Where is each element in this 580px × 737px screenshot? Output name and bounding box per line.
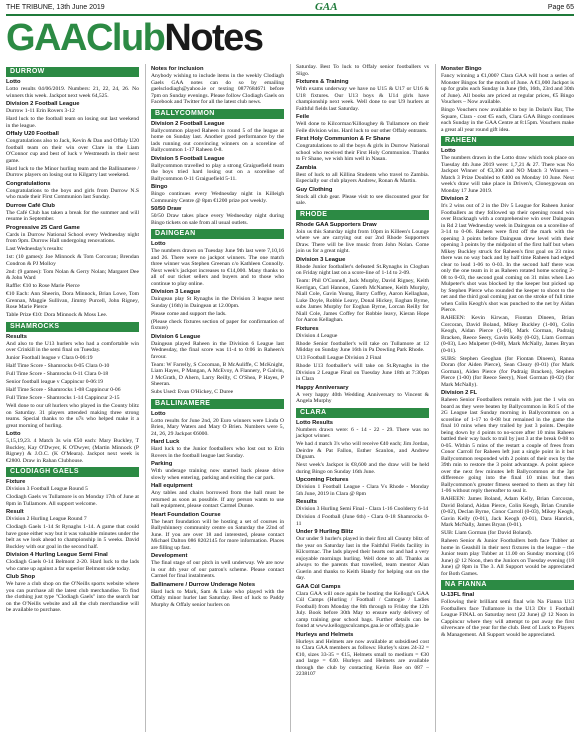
club-heading: SHAMROCKS [6, 322, 139, 332]
paragraph: Bingo Vouchers now available to buy in Dolan's Bar, The Square, Clara - cost €5 each, Clara GAA Bingo continues each Sunday in the GAA Centre at 8:15pm. Vouchers make a great all year round gift idea. [441, 107, 574, 133]
paragraph: Half Time Score - Shamrocks 1-08 Cappincur 0-06 [6, 387, 121, 393]
subheading: Result [6, 509, 24, 515]
paragraph: The heart foundation will be hosting a set of courses in Ballyshinnery community centre on Saturday the 22nd of June. If you are over 18 and interested, please contact Michael Dalton 086 8202145 for more information. Places are filling up fast. [151, 518, 284, 551]
paragraph: Daingean play St Rynaghs in the Division 3 league next Sunday (16th) in Daingean at 12.00pm. [151, 296, 284, 309]
subheading: Fixtures & Training [296, 79, 349, 85]
paragraph: Numbers drawn were: 6 - 14 - 22 - 29. There was no jackpot winner. [296, 426, 429, 439]
paragraph: 50/50 Draw takes place every Wednesday night during Bingo tickets on sale from all usual outlets. [151, 213, 284, 226]
page-header [6, 0, 574, 16]
paragraph: Team: W Farrelly, S Cocoman, B McAuliffe, C McKnight, Liam Hayes, P Mangan, A McEvoy, A Flannery, P Galvin, J McGrath, D Ahern, Larry Reilly, C O'Shea, P Hayes, P Sheeran. [151, 361, 284, 387]
paragraph: Congratulations also to Jack, Kevin & Dan and Offaly U20 football team on their win over Clare in the Liam O'Connor cup and best of luck v Westmeath in their next game. [6, 138, 139, 164]
subheading: Offaly U20 Football [6, 131, 59, 137]
paragraph: We had 4 match 3's who will receive €40 each; Jim Jordan, Deirdre & Pat Fallon, Esther Scanlon, and Andrew Dignam. [296, 441, 429, 460]
paragraph: Hard luck to Mark, Sam & Luke who played with the Offaly minor hurler last Saturday. Best of luck to Paddy Murphy & Offaly senior hurlers on [151, 588, 284, 608]
subheading: Lotto [6, 79, 21, 85]
paragraph: Bingo continues every Wednesday night in Killeigh Community Centre @ 8pm €1200 prize pot weekly. [151, 191, 284, 204]
column-1 [6, 64, 139, 732]
paragraph: It's 2 wins out of 2 in the Div 5 League for Raheen Junior Footballers as they followed up their opening round win over Bracknagh with a comprehensive win over Daingean in Rd 2 last Wednesday week in Daingean on a scoreline of 3-14 to 0-06. Raheen were first off the mark with the opening 3 points before Daingean drew level with their opening 3 points by the midpoint of the first half but when Mikey Buckley struck for Raheen's first goal on 23 mins there was no way back and by half time Raheen had edged clear to lead 1-06 to 0-03. In the second half there was only the one team in it as Raheen rotated home scoring 2-08 to 0-03, the second goal coming on 31 mins when Leo Mulpeter's shot was blocked by the keeper but picked up by Stephen Pierce who rounded the keeper to shoot to the net and the third goal coming just on the stroke of full time when Colin Keogh's shot was punched to the net by Aidan Pierce. [441, 203, 574, 313]
subheading: Division 2 FL [441, 390, 478, 396]
paragraph: RAHEEN: Kevin Kirwan, Fiontan Dineen, Brian Corcoran, David Boland, Mikey Buckley (1-00), Colin Keogh, Aidan Pierce (1-00), Mark Gorman, Padraig Bracken, Reece Seery, Gavin Kelly (0-02), Liam Gorman (0-03), Leo Mulpeter (0-08), Mark McNally, James Bryan (0-01). [441, 315, 574, 354]
paragraph: Raheen Senior Footballers remain with just the 1 win on board as they were beaten by Ballycommon in Rd 5 of the 2G League last Sunday morning in Ballycommon on a scoreline of 1-17 to 0-08 but remained in the game the final 10 mins when they trailed by just 3 points. Despite being down by 4 points to no-score after 10 mins Raheen battled their way back to trail by just 3 at the break 0-08 to 0-05. Within 5 mins of the restart a couple of frees from Conor Carroll for Raheen left just a single point in it but Ballycommon responded with 2 points of their own by the 39th min to restore the 3 point advantage. A point apiece over the next few minutes left Ballycommon at the 3pt difference going into the final 10 mins but then Ballycommon's greater fitness seemed to them as they hit 1-06 without reply thereafter to seal it. [441, 397, 574, 494]
paragraph: Junior Football league v Clara 0-06:19 [6, 355, 93, 361]
paragraph: Daingean played Raheen in the Division 6 League last Wednesday, the final score was 11-4 to 0:06 in Raheen's favour. [151, 340, 284, 360]
paragraph: Clodiagh Gaels vs Tullamore is on Monday 17th of June at 8pm in Tullamore. All support welcome. [6, 494, 139, 507]
paragraph: Division 3 Football League Round 5 [6, 486, 88, 492]
paragraph: Fancy winning a €1,000? Clara GAA will host a series of Monster Bingos for the month of June. A €1,000 Jackpot is up for grabs each Sunday in June (9th, 16th, 23rd and 30th of June). All books are priced at regular prices, €5 Bingo Vouchers – Now available. [441, 73, 574, 105]
subheading: Division 3 League [151, 289, 201, 295]
subheading: Club Shop [6, 574, 35, 580]
subheading: Division 5 Football League [151, 155, 225, 162]
paragraph: SUB: Liam Gorman (for David Boland). [441, 530, 533, 536]
subheading: Division 2 Football League [151, 120, 225, 127]
subheading: Lotto [151, 241, 166, 247]
section-masthead [6, 17, 262, 57]
paragraph: Division 2 Hurling League Round 7 [6, 516, 87, 522]
paragraph: We have a club shop on the O'Neills sports website where you can purchase all the latest club merchandise. To find the clothing just type "Clodiagh Gaels" into the search bar on the O'Neills website and all the club merchandise will be available to purchase. [6, 581, 139, 613]
paragraph: Hard luck to the football team on losing out last weekend in the league. [6, 116, 139, 129]
paragraph: €10 Each: Ann Sheerin, Dora Minnock, Brian Lowe, Tom Grennan, Maggie Sullivan, Jimmy Purcell, John Rigney, Rose Marie Pierce [6, 291, 139, 310]
subheading: Development [151, 553, 188, 559]
paragraph: Saturday. Best To luck to Offaly senior footballers vs Sligo. [296, 64, 429, 77]
paragraph: Any tables and chairs borrowed from the hall must be returned as soon as possible. If any person wants to use hall equipment, please contact Carmel Dunne. [151, 490, 284, 509]
paragraph: Division 4 League [296, 332, 338, 339]
subheading: Hall equipment [151, 483, 193, 489]
subheading: Lotto [151, 410, 166, 417]
paragraph: Rhode Junior footballer's defeated St.Rynaghs in Cloghan on Friday night last on a score-line of 1-14 to 2-09. [296, 263, 429, 276]
subheading: Lotto Results [296, 419, 334, 426]
paragraph: Congratulations to the boys and girls from Durrow N.S who made their First Communion last Sunday. [6, 187, 139, 200]
subheading: Upcoming Fixtures [296, 477, 349, 483]
subheading: Division 3 League [296, 256, 346, 263]
subheading: Division 6 League [151, 333, 201, 340]
paragraph: (Please check fixtures section of paper for confirmation of fixture) [151, 318, 284, 331]
paragraph: Clodiagh Gaels 0-14 Belmont 2-20. Hard luck to the lads who came up against a far superior Belmont side today. [6, 559, 139, 572]
subheading: Lotto [441, 148, 456, 154]
paragraph: And also to the U13 hurlers who had a comfortable win over Crinkill in the semi final on Tuesday. [6, 340, 139, 353]
subheading: Under 9 Hurling Blitz [296, 529, 354, 535]
subheading: Notes for inclusion [151, 66, 204, 72]
club-heading: NA FIANNA [441, 580, 574, 590]
paragraph: Clodiagh Gaels 1-14 St Rynaghs 1-14. A game that could have gone either way but it was valuable minutes under the belt as we look ahead to championship in 5 weeks. David Buckley with our goal in the second half. [6, 524, 139, 550]
club-heading: DAINGEAN [151, 229, 284, 239]
subheading: Results [6, 333, 27, 340]
paragraph: Subs Used: Evan O'Hickey, C Duree [151, 389, 234, 395]
subheading: First Holy Communion & Fr Shane [296, 136, 391, 142]
club-heading: DURROW [6, 67, 139, 77]
paragraph: Clara GAA will once again be hosting the Kellogg's GAA Cúl Camps (Hurling / Football / Camogie / Ladies Football) from Monday the 8th through to Friday the 12th July. Book before 30th May to ensure early delivery of camp training gear school bags. Further details can be found at www.kelloggsculcamps.gaa.ie or offaly.gaa.ie [296, 590, 429, 629]
paragraph: Table Prize €10: Dora Minnock & Moss Lee. [6, 312, 108, 318]
paragraph: Ballycommon travelled to play a strong Graiguefield team the boys tried hard losing out on a scoreline of Ballycommon 0-11 Graiguefield 5-11. [151, 162, 284, 182]
club-heading: BALLINAMERE [151, 399, 284, 409]
paragraph: Join us this Saturday night from 10pm in Killeen's Lounge where we are carrying out our 2nd Rhode Supporters Draw. There will be live music from John Nolan. Come join us for a great night. [296, 228, 429, 254]
club-heading: CLODIAGH GAELS [6, 467, 139, 477]
column-3 [290, 64, 429, 732]
paragraph: The final stage of our pitch in well underway. We are now in our 4th year of our patron's scheme. Please contact Carmel for final instalments. [151, 560, 284, 579]
paragraph: Raheen Senior & Junior Footballers both face Tubber at home in Geashill in their next fixtures in the league – the Junior team play Tubber at 11.00 on Sunday morning (16 June) @ 12 Noon, then the Juniors on Tuesday evening (18 June) @ 8pm in The 3. All Support would be appreciated for Both Games. [441, 538, 574, 577]
paragraph: Hurleys and Helmets are now available at subsidised cost to Clara GAA members as follows: Hurley's sizes 24-32 = €10, sizes 33-35 = €15, Helmets small to medium = €30 and large = €40. Hurleys and Helmets are available through the club by contacting Kevin Roe on 087 – 2238107 [296, 638, 429, 677]
paragraph: Hard luck to the Junior footballers who lost out to Erin Rovers in the football league last Sunday. [151, 446, 284, 459]
subheading: Guy Clothing [296, 186, 333, 193]
subheading: Happy Anniversary [296, 384, 349, 391]
paragraph: Following their brilliant semi final win Na Fianna U13 Footballers face Tullamore in the U13 Div 1 Football League FINAL on Saturday next (22 June) @ 12 Noon in Cappincur where they will attempt to put away the first silverware of the year for the club. Best of Luck to Players & Management. All Support would be appreciated. [441, 599, 574, 638]
paragraph: Best of luck to all Killina Students who travel to Zambia. Especially our club players Andrew, Ronan & Martin. [296, 171, 429, 184]
subheading: Progressive 25 Card Game [6, 224, 80, 231]
subheading: Hard Luck [151, 439, 180, 445]
subheading: Hurleys and Helmets [296, 631, 354, 638]
subheading: Feile [296, 114, 310, 120]
club-heading: RHODE [296, 210, 429, 220]
club-heading: CLARA [296, 408, 429, 418]
paragraph: Lotto results 04/06/2019. Numbers: 21, 22, 24, 26. No winners this week. Jackpot next week 64,525. [6, 86, 139, 99]
paragraph: Well done to our u8 hurlers who played in the County blitz on Saturday. 31 players attended making three strong teams. Special thanks to the u7s who helped make it a great morning of hurling. [6, 403, 139, 429]
paragraph: Division 4 Football (June 6th) - Clara 0-18 Shamrocks 0-11 [296, 514, 429, 527]
paragraph: Hard luck to the Minor hurling team and the Ballinamere / Durrow players on losing out to Kilgarry last weekend. [6, 165, 139, 178]
paragraph: 2nd: (9 games): Tom Nolan & Gerry Nolan; Margaret Dee & John Ward [6, 268, 139, 281]
paragraph: Full Time Score - Shamrocks 1-14 Cappincur 2-15 [6, 395, 120, 401]
paragraph: The Café Club has taken a break for the summer and will resume in September. [6, 209, 139, 222]
paragraph: Rhode Senior footballer's will take on Tullamore at 12 Midday on Sunday June 16th in Pa Dowling Park Rhode. [296, 340, 429, 353]
paragraph: 5,15,19,23. 4 Match 3s win €50 each: Mary Buckley, T Buckley, Kay O'Dwyer, K O'Dwyer, (Martin Minnock (P Rigney) & J.O.C. (K O'Meara). Jackpot next week is €2800. Draw in Rahan Clubhouse. [6, 438, 139, 464]
column-2 [145, 64, 284, 732]
paragraph: Senior football league v Cappincur 0-06:19 [6, 379, 104, 385]
paragraph: With exams underway we have no U15 & U17 or U16 & U18 fixtures. Our U13 boys & U14 girls have championship next week. Well done to our U9 hurlers at Faithful fields last Saturday. [296, 86, 429, 112]
subheading: GAA Cúl Camps [296, 583, 341, 590]
paragraph: Division 3 Hurling Semi Final - Clara 1-16 Coolderry 6-14 [296, 506, 429, 512]
paragraph: Our under 9 hurler's played in their first all County blitz of the year on Saturday last in the Faithful Fields facility in Kilcormac. The lads played their hearts out and had a very enjoyable mornings hurling. Well done to all. Thanks as always to the parents that travelled, team mentor Alan Guerin and thanks to Keith Handy for helping out on the day. [296, 536, 429, 581]
masthead-gaaclub: GAAClub [6, 17, 165, 59]
paragraph: With underage training now started back please drive slowly when entering, parking and exiting the car park. [151, 468, 284, 481]
paragraph: Ballycommon played Raheen in round 5 of the league at home on Sunday last. Another good performance by the lads running out convincing winners on a scoreline of Ballycommon 1-17 Raheen 0-8. [151, 127, 284, 153]
paragraph: Division 1 Football League - Clara Vs Rhode - Monday 5th June, 2019 in Clara @ 8pm [296, 484, 429, 497]
paragraph: A very happy 40th Wedding Anniversary to Vincent & Angela Murphy [296, 391, 429, 404]
paragraph: Full Time Score - Shamrocks 0-11 Clara 0-18 [6, 371, 109, 377]
paragraph: Last Wednesday's results: [6, 246, 64, 252]
subheading: Zambia [296, 164, 317, 171]
subheading: 50/50 Draw [151, 206, 182, 212]
paper-dateline: THE TRIBUNE, 13th June 2019 [6, 3, 105, 11]
subheading: Results [296, 499, 317, 505]
paragraph: Lotto results for June 2nd, 20 Euro winners were Linda O Brien, Mary Waters and Mary O Brien. Numbers were 5, 24, 26, 29 Jackpot €6000. [151, 417, 284, 437]
article-columns [6, 64, 574, 732]
subheading: U-13FL final [441, 592, 475, 598]
paragraph: Durrow 1-11 Erin Rovers 3-12 [6, 108, 75, 114]
subheading: Ballinamere / Durrow Underage Notes [151, 581, 256, 588]
section-name: GAA [314, 1, 338, 13]
paragraph: Raffle: €10 to Rose Marie Pierce [6, 283, 80, 289]
club-heading: BALLYCOMMON [151, 109, 284, 119]
subheading: Parking [151, 461, 173, 467]
paragraph: Half Time Score - Shamrocks 0-05 Clara 0-10 [6, 363, 110, 369]
paragraph: Anybody wishing to include items in the weekly Clodiagh Gaels GAA notes can do so by emailing gaelsclodiagh@yahoo.ie or texting 0877684671 before 7pm on Sunday evenings. Please follow Clodiagh Gaels on Facebook and Twitter for all the latest club news. [151, 73, 284, 105]
subheading: Rhode GAA Supporters Draw [296, 221, 377, 228]
column-4 [435, 64, 574, 732]
masthead-notes: Notes [164, 17, 263, 59]
subheading: Fixture [6, 479, 26, 485]
paragraph: The numbers drawn on Tuesday June 9th last were 7,10,16 and 26. There were no jackpot winners. The one match three winner was Stephen Greenan c/o Kathleen Connolly. Next week's jackpot increases to €14,000. Many thanks to all of our ticket sellers and buyers and to those who continue to play online. [151, 248, 284, 287]
club-heading: RAHEEN [441, 136, 574, 146]
paragraph: The numbers drawn in the Lotto draw which took place on Tuesday 4th June 2019 were: 1,7,21 & 27. There was No Jackpot Winner of €3,300 and NO Match 3 Winners – Match 3 Prize Doubled to €400 on Monday 10 June. Next week's draw will take place in Driven's, Cloneygowan on Monday 17 June 2019. [441, 155, 574, 194]
page-number: Page 65 [547, 3, 574, 11]
subheading: Bingo [151, 184, 168, 190]
paragraph: Next week's Jackpot is €8,600 and the draw will be held during Bingo on Sunday 16th June. [296, 462, 429, 475]
paragraph: RAHEEN: James Boland, Adam Kelly, Brian Corcoran, David Boland, Aidan Pierce, Colin Keogh, Brian Crumlie (0-02), Declan Byrne, Conor Carroll (0-03), Mikey Keogh, Gavin Kelly (0-01), Jack Keogh (0-01), Dara Hanrick, Mark McNally, James Bryan (0-01). [441, 496, 574, 528]
paragraph: Cards in Durrow National School every Wednesday night from 9pm. Durrow Hall undergoing renovations. [6, 231, 139, 244]
paragraph: Stock all club gear. Please visit to see discounted gear for sale. [296, 193, 429, 206]
paragraph: 1st: (10 games): Joe Minnock & Tom Corcoran; Brendan Condron & PJ Molloy [6, 254, 139, 267]
paragraph: U13 Football League Division 2 Final [296, 355, 382, 361]
paragraph: Please come and support the lads. [151, 310, 227, 317]
paragraph: Team: Phil O'Connell, Jack Murphy, David Rigney, Keith Kerrigan, Carl Hannon, Gareth McNamee, Keith Murphy, Niall Cole, Gavin Young, Barry Coffey, Aaron Kellaghan, Luke Doyle, Robbie Leavy, Donal Hickey, Eoghan Byrne, subs James Murphy for Eoghan Byrne, Lorcan Reilly for Niall Cole, James Coffey for Robbie leavy, Kieran Hope for Aaron Kellaghan. [296, 278, 429, 323]
subheading: Division 2 Football League [6, 101, 80, 107]
subheading: Durrow Café Club [6, 202, 55, 209]
subheading: Heart Foundation Course [151, 511, 221, 518]
subheading: Congratulations [6, 180, 51, 187]
subheading: Division 2 [441, 196, 469, 202]
paragraph: Rhode U13 footballer's will take on St.Rynaghs in the Division 2 League Final on Tuesday June 18th at 7:30pm in Clara [296, 363, 429, 382]
paragraph: SUBS: Stephen Geoghan (for Fiontan Dineen), Ranna Doran (for Aiden Pierce), Sean Cleary (0-01) (for Mark Gorman), Aiden Pierce (for Padraig Bracken), Stephen Pierce (1-00) (for Reece Seery), Noel Gorman (0-02) (for Mark McNally). [441, 355, 574, 388]
subheading: Fixtures [296, 325, 319, 332]
subheading: Division 4 Hurling League Semi Final [6, 552, 108, 558]
subheading: Monster Bingo [441, 66, 482, 72]
subheading: Lotto [6, 431, 21, 437]
paragraph: Well done to Kilcormac/Killoughey & Tullamore on their Feile division wins. Hard luck to our other Offaly entrants. [296, 121, 429, 134]
paragraph: Congratulations to all the boys & girls in Durrow National school who received their First Holy Communion. Thanks to Fr Shane, we wish him well in Nasan. [296, 143, 429, 162]
